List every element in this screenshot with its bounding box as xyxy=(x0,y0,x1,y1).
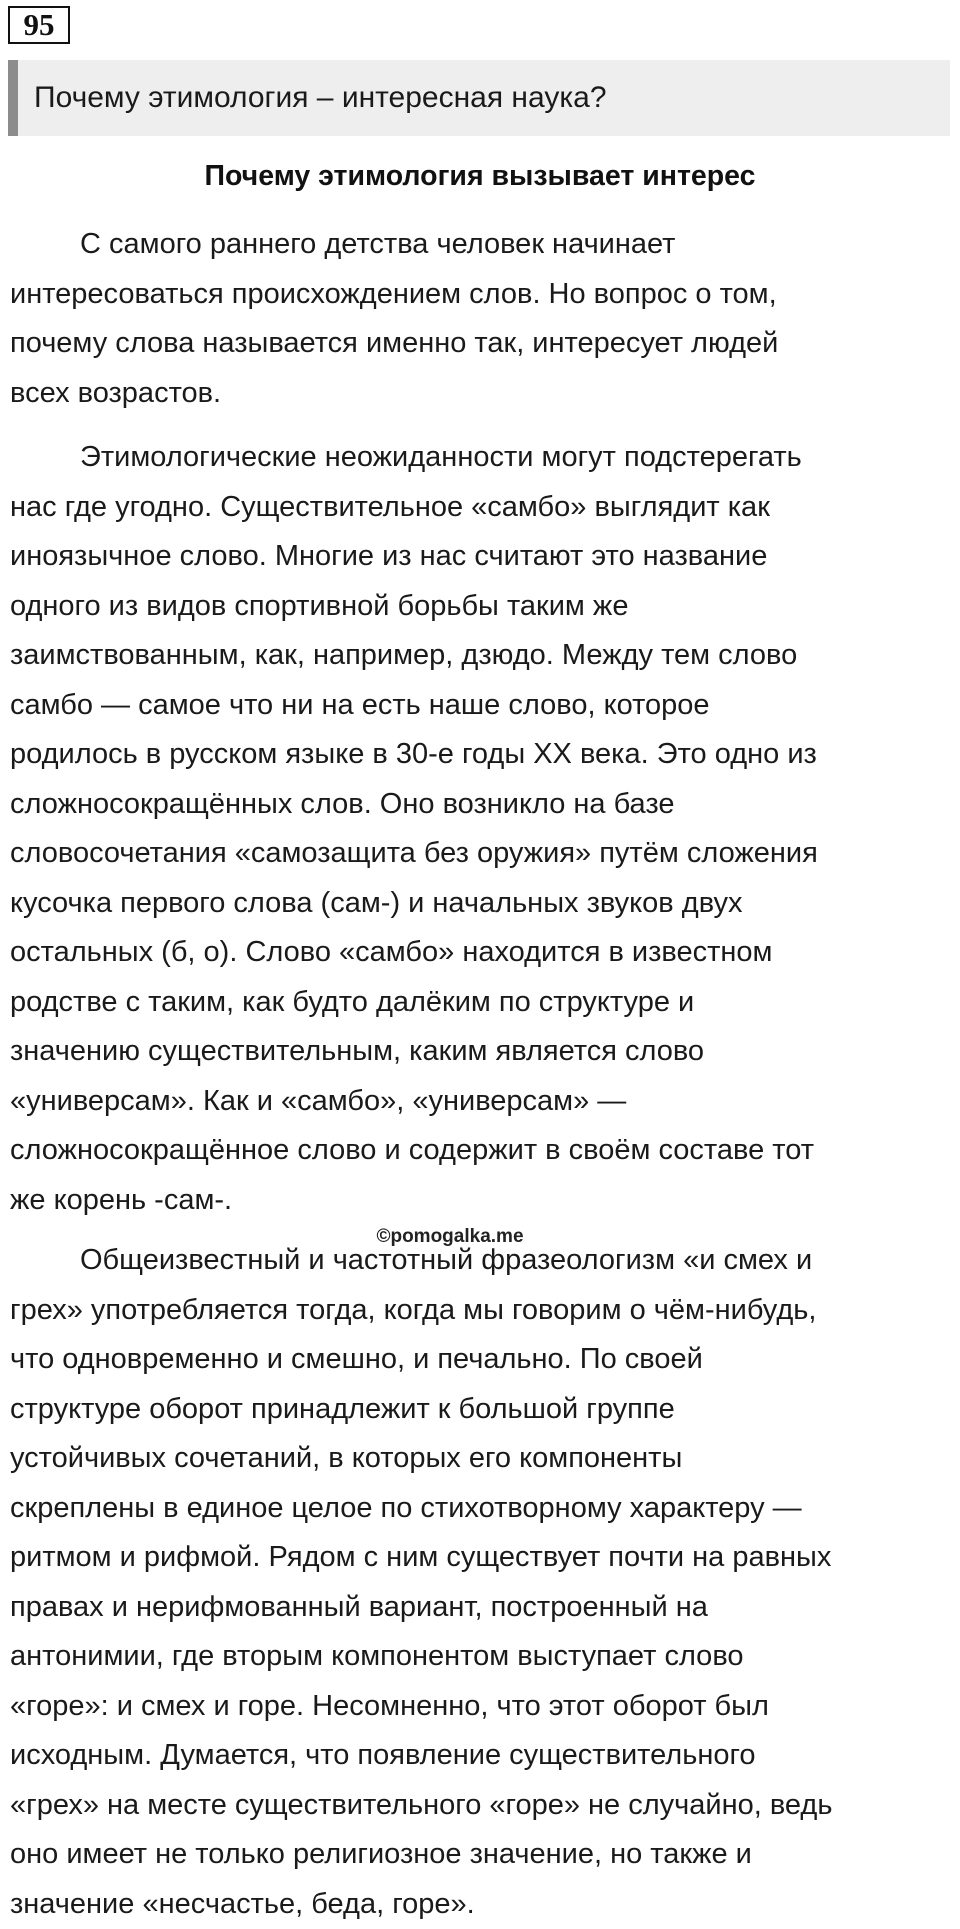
text-line: грех» употребляется тогда, когда мы говорим о чём-нибудь, xyxy=(10,1286,950,1336)
text-line: Общеизвестный и частотный фразеологизм «и смех и xyxy=(10,1236,950,1286)
text-line: устойчивых сочетаний, в которых его компоненты xyxy=(10,1434,950,1484)
question-bar xyxy=(8,60,950,136)
text-line: сложносокращённых слов. Оно возникло на базе xyxy=(10,780,950,830)
text-line: скреплены в единое целое по стихотворному характеру — xyxy=(10,1484,950,1534)
text-line: одного из видов спортивной борьбы таким же xyxy=(10,582,950,632)
task-number: 95 xyxy=(8,6,70,44)
text-line: С самого раннего детства человек начинает xyxy=(10,220,950,270)
text-line: самбо — самое что ни на есть наше слово, которое xyxy=(10,681,950,731)
text-line: кусочка первого слова (сам-) и начальных звуков двух xyxy=(10,879,950,929)
text-line: «грех» на месте существительного «горе» не случайно, ведь xyxy=(10,1781,950,1831)
text-line: правах и нерифмованный вариант, построенный на xyxy=(10,1583,950,1633)
text-line: антонимии, где вторым компонентом выступает слово xyxy=(10,1632,950,1682)
text-line: значению существительным, каким является слово xyxy=(10,1027,950,1077)
text-line: «универсам». Как и «самбо», «универсам» — xyxy=(10,1077,950,1127)
text-line: оно имеет не только религиозное значение, но также и xyxy=(10,1830,950,1880)
text-line: родстве с таким, как будто далёким по структуре и xyxy=(10,978,950,1028)
question-text: Почему этимология – интересная наука? xyxy=(34,80,607,116)
text-line: интересоваться происхождением слов. Но вопрос о том, xyxy=(10,270,950,320)
paragraph-2 xyxy=(10,433,950,1225)
text-line: почему слова называется именно так, интересует людей xyxy=(10,319,950,369)
text-line: всех возрастов. xyxy=(10,369,950,419)
paragraph-1 xyxy=(10,220,950,418)
text-line: «горе»: и смех и горе. Несомненно, что этот оборот был xyxy=(10,1682,950,1732)
text-line: что одновременно и смешно, и печально. По своей xyxy=(10,1335,950,1385)
text-line: Этимологические неожиданности могут подстерегать xyxy=(10,433,950,483)
text-line: нас где угодно. Существительное «самбо» выглядит как xyxy=(10,483,950,533)
text-line: структуре оборот принадлежит к большой группе xyxy=(10,1385,950,1435)
text-line: иноязычное слово. Многие из нас считают это название xyxy=(10,532,950,582)
text-line: словосочетания «самозащита без оружия» путём сложения xyxy=(10,829,950,879)
watermark: ©pomogalka.me xyxy=(0,1226,900,1248)
text-line: же корень -сам-. xyxy=(10,1176,950,1226)
answer-title: Почему этимология вызывает интерес xyxy=(0,158,960,194)
text-line: ритмом и рифмой. Рядом с ним существует почти на равных xyxy=(10,1533,950,1583)
text-line: значение «несчастье, беда, горе». xyxy=(10,1880,950,1929)
text-line: исходным. Думается, что появление существительного xyxy=(10,1731,950,1781)
text-line: родилось в русском языке в 30-е годы XX века. Это одно из xyxy=(10,730,950,780)
text-line: остальных (б, о). Слово «самбо» находится в известном xyxy=(10,928,950,978)
text-line: заимствованным, как, например, дзюдо. Между тем слово xyxy=(10,631,950,681)
paragraph-3 xyxy=(10,1236,950,1929)
text-line: сложносокращённое слово и содержит в своём составе тот xyxy=(10,1126,950,1176)
